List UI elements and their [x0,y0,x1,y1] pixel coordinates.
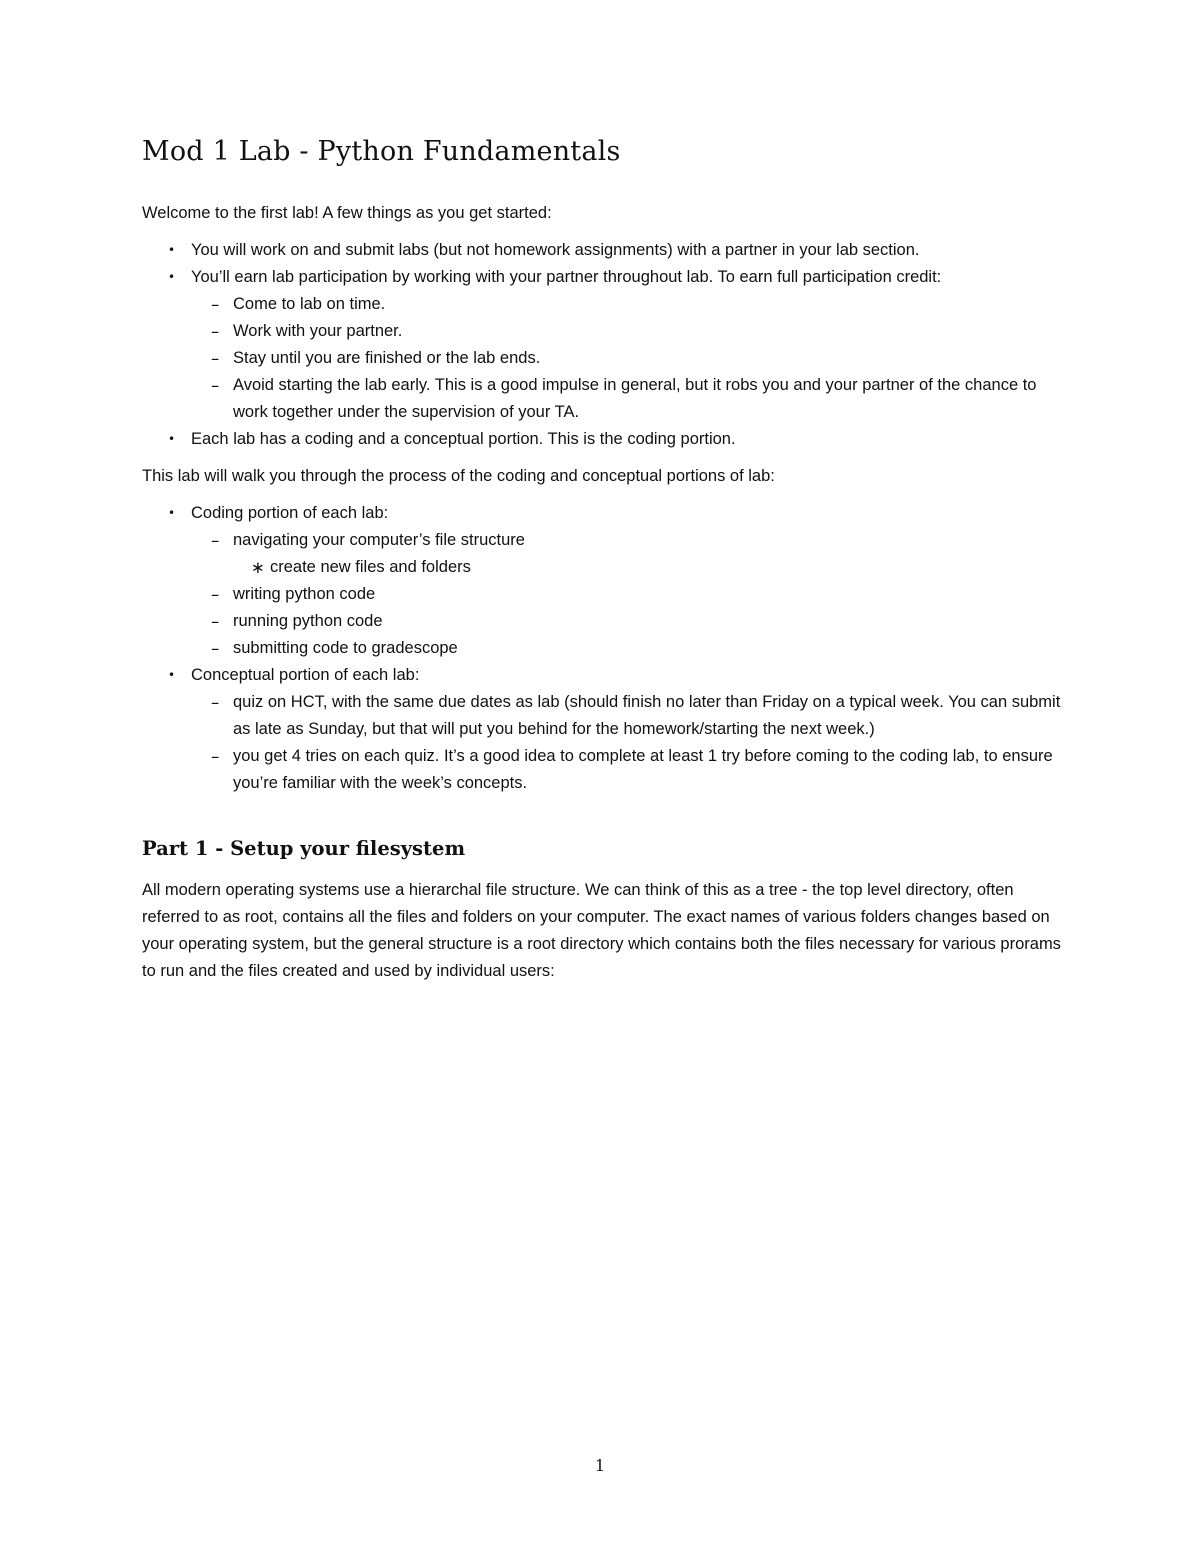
lab-rules-list [142,237,1062,453]
sublist-item-text: Stay until you are finished or the lab ends. [233,349,541,367]
dash-marker: – [211,295,220,314]
dash-marker: – [211,585,220,604]
dash-marker: – [211,531,220,550]
list-item [142,426,1062,453]
bullet-marker: • [168,432,176,446]
document-page [142,130,1062,985]
dash-marker: – [211,639,220,658]
page-number: 1 [594,1456,606,1475]
process-paragraph: This lab will walk you through the process of the coding and conceptual portions of lab: [142,467,775,485]
page-title: Mod 1 Lab - Python Fundamentals [142,136,621,167]
section-heading: Part 1 - Setup your filesystem [142,837,466,860]
sublist-item [191,689,1062,743]
sublist-item-text: running python code [233,612,383,630]
list-item [142,662,1062,797]
bullet-marker: • [168,270,176,284]
list-item-text: You will work on and submit labs (but not homework assignments) with a partner in your lab section. [191,241,920,259]
dash-marker: – [211,693,220,712]
sublist-item-text: you get 4 tries on each quiz. It’s a good idea to complete at least 1 try before coming to the coding lab, to ensure you’re familiar with the week’s concepts. [233,747,1053,792]
dash-marker: – [211,747,220,766]
sub-sublist-item-text: create new files and folders [270,558,471,576]
sublist-item-text: navigating your computer’s file structure [233,531,525,549]
section-paragraph: All modern operating systems use a hierarchal file structure. We can think of this as a tree - the top level directory, often referred to as root, contains all the files and folders on your computer. The exact names of various folders changes based on your operating system, but the general structure is a root directory which contains both the files necessary for various prorams to run and the files created and used by individual users: [142,881,1061,980]
bullet-marker: • [168,243,176,257]
sublist-item-text: Work with your partner. [233,322,403,340]
intro-paragraph: Welcome to the first lab! A few things as you get started: [142,204,552,222]
conceptual-sublist [191,689,1062,797]
list-item-text: Coding portion of each lab: [191,504,389,522]
dash-marker: – [211,612,220,631]
sublist-item [191,581,1062,608]
sublist-item-text: writing python code [233,585,376,603]
dash-marker: – [211,349,220,368]
sublist-item [191,527,1062,581]
sublist-item-text: Come to lab on time. [233,295,386,313]
list-item [142,500,1062,662]
list-item [142,237,1062,264]
sublist-item-text: submitting code to gradescope [233,639,458,657]
sublist-item [191,608,1062,635]
sublist-item-text: Avoid starting the lab early. This is a good impulse in general, but it robs you and your partner of the chance to work together under the supervision of your TA. [233,376,1037,421]
bullet-marker: • [168,506,176,520]
sublist-item [191,318,1062,345]
sublist-item-text: quiz on HCT, with the same due dates as lab (should finish no later than Friday on a typical week. You can submit as late as Sunday, but that will put you behind for the homework/starting the next week.) [233,693,1061,738]
sub-sublist-item [233,554,1062,581]
sublist-item [191,372,1062,426]
sublist-item [191,291,1062,318]
sublist-item [191,635,1062,662]
list-item-text: Each lab has a coding and a conceptual portion. This is the coding portion. [191,430,736,448]
dash-marker: – [211,376,220,395]
list-item [142,264,1062,426]
star-marker: ∗ [251,558,265,577]
dash-marker: – [211,322,220,341]
lab-portions-list [142,500,1062,797]
sublist-item [191,345,1062,372]
list-item-text: You’ll earn lab participation by working with your partner throughout lab. To earn full participation credit: [191,268,942,286]
sublist-item [191,743,1062,797]
bullet-marker: • [168,668,176,682]
file-structure-sublist [233,554,1062,581]
list-item-text: Conceptual portion of each lab: [191,666,420,684]
coding-sublist [191,527,1062,662]
participation-sublist [191,291,1062,426]
